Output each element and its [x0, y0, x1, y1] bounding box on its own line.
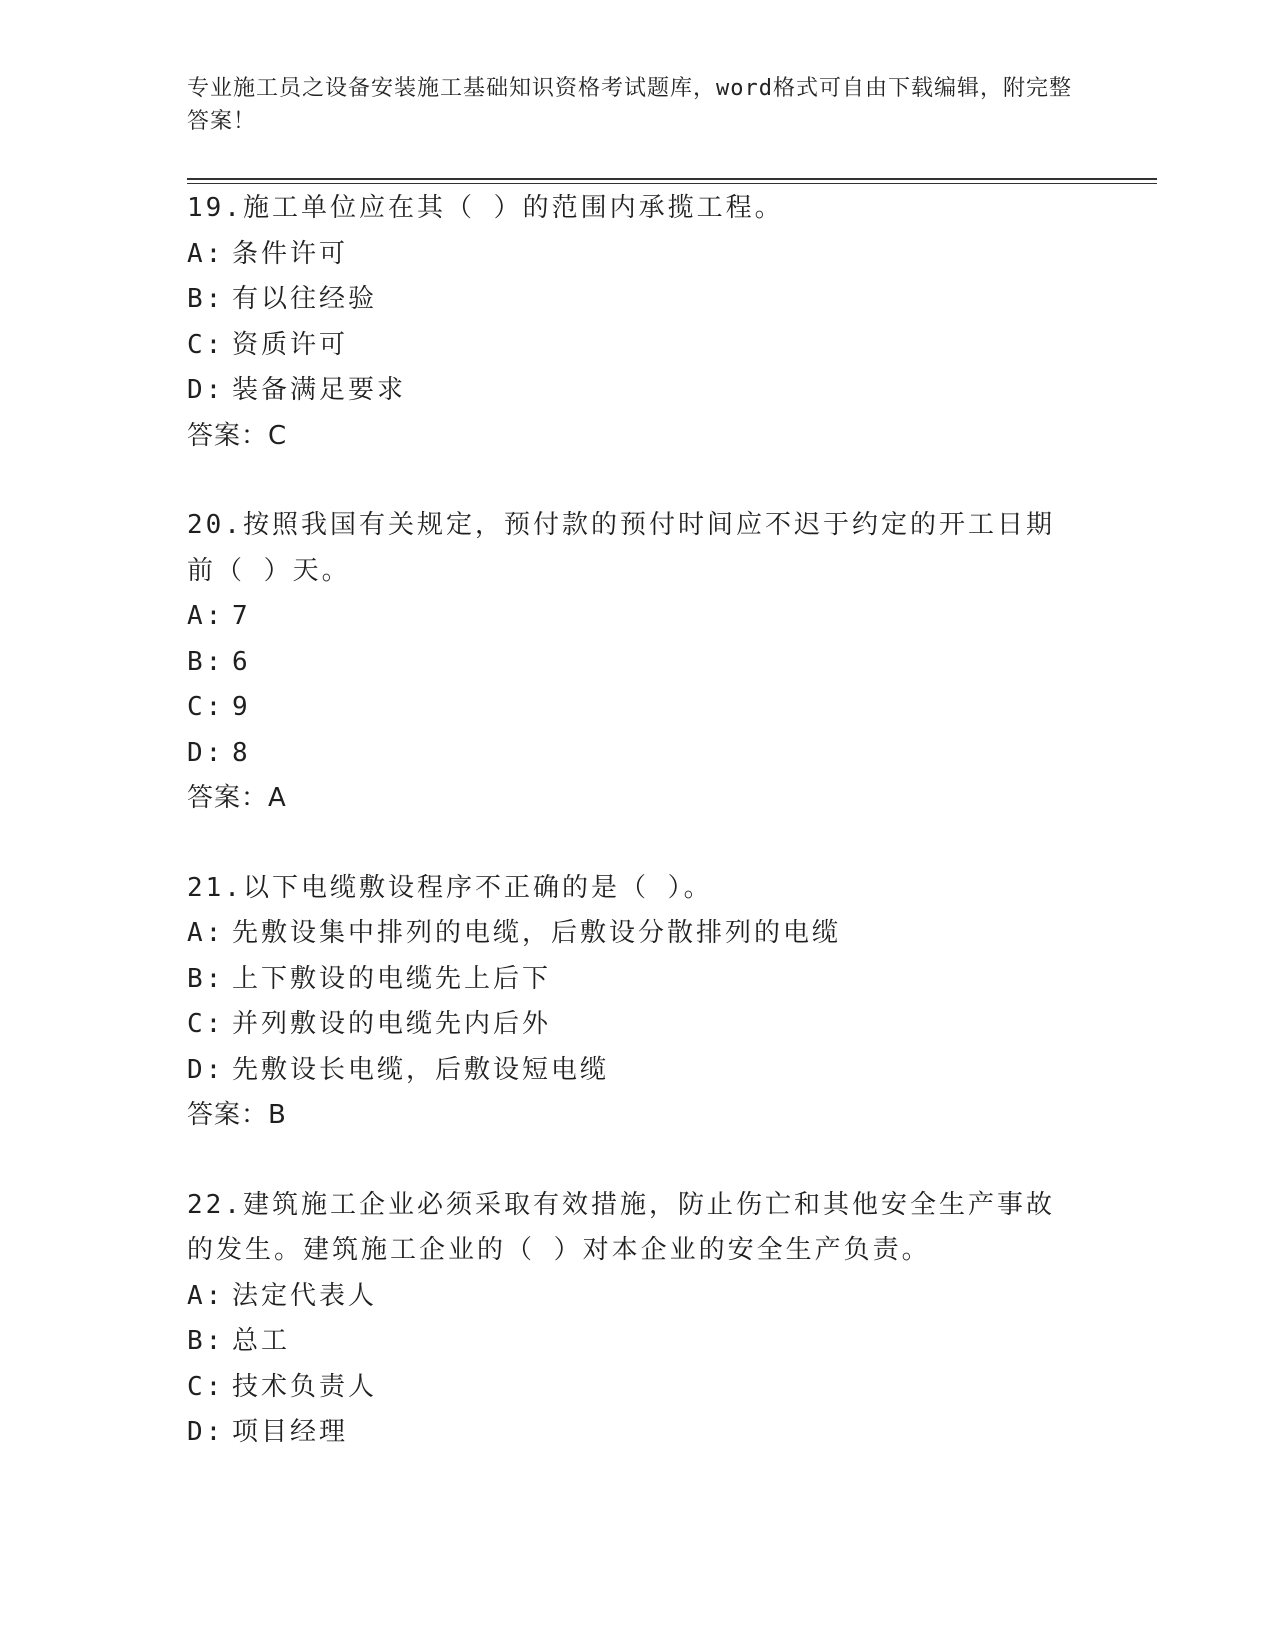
option-label: C:	[187, 692, 225, 722]
option-c	[187, 1002, 1087, 1048]
option-text: 条件许可	[232, 238, 349, 269]
option-text: 总工	[232, 1326, 291, 1356]
option-d	[187, 731, 1087, 777]
option-label: D:	[187, 1054, 225, 1085]
option-a	[187, 232, 1087, 278]
option-text: 9	[232, 692, 251, 722]
option-text: 资质许可	[232, 329, 349, 360]
option-b	[187, 1319, 1087, 1365]
document-header: 专业施工员之设备安装施工基础知识资格考试题库，word格式可自由下载编辑，附完整答案！	[187, 76, 1072, 134]
option-label: D:	[187, 737, 225, 768]
question-text: 21.以下电缆敷设程序不正确的是（ ）。	[187, 872, 713, 903]
option-label: D:	[187, 375, 225, 405]
question-21	[187, 866, 1087, 1139]
option-label: D:	[187, 1417, 225, 1447]
option-text: 技术负责人	[232, 1371, 378, 1402]
option-label: B:	[187, 646, 225, 677]
option-label: C:	[187, 1371, 225, 1402]
option-label: B:	[187, 284, 225, 314]
option-label: A:	[187, 601, 225, 631]
option-text: 上下敷设的电缆先上后下	[232, 963, 552, 994]
question-20	[187, 503, 1087, 822]
header-rule-thick	[187, 178, 1157, 180]
option-text: 项目经理	[232, 1417, 349, 1447]
option-d	[187, 368, 1087, 414]
option-c	[187, 323, 1087, 369]
option-text: 8	[232, 737, 251, 768]
option-d	[187, 1410, 1087, 1456]
question-22	[187, 1183, 1087, 1456]
option-c	[187, 685, 1087, 731]
option-label: C:	[187, 1009, 225, 1039]
option-label: A:	[187, 918, 225, 948]
option-text: 先敷设集中排列的电缆，后敷设分散排列的电缆	[232, 918, 842, 948]
option-b	[187, 957, 1087, 1003]
answer-line: 答案：B	[187, 1100, 287, 1130]
option-label: B:	[187, 1326, 225, 1356]
option-label: A:	[187, 1280, 225, 1311]
question-list	[187, 186, 1087, 1500]
option-text: 6	[232, 646, 251, 677]
option-label: A:	[187, 238, 225, 269]
header-rule-thin	[187, 183, 1157, 184]
option-text: 先敷设长电缆，后敷设短电缆	[232, 1054, 610, 1085]
question-text: 22.建筑施工企业必须采取有效措施，防止伤亡和其他安全生产事故的发生。建筑施工企业的（ ）对本企业的安全生产负责。	[187, 1189, 1055, 1265]
option-label: B:	[187, 963, 225, 994]
option-b	[187, 640, 1087, 686]
option-a	[187, 594, 1087, 640]
option-text: 法定代表人	[232, 1280, 378, 1311]
option-d	[187, 1048, 1087, 1094]
option-b	[187, 277, 1087, 323]
option-label: C:	[187, 329, 225, 360]
option-a	[187, 911, 1087, 957]
question-19	[187, 186, 1087, 459]
option-text: 有以往经验	[232, 284, 378, 314]
question-text: 20.按照我国有关规定，预付款的预付时间应不迟于约定的开工日期前（ ）天。	[187, 510, 1055, 586]
option-text: 并列敷设的电缆先内后外	[232, 1009, 552, 1039]
question-text: 19.施工单位应在其（ ）的范围内承揽工程。	[187, 193, 784, 223]
answer-line: 答案：C	[187, 420, 288, 451]
option-c	[187, 1365, 1087, 1411]
option-a	[187, 1274, 1087, 1320]
option-text: 7	[232, 601, 251, 631]
option-text: 装备满足要求	[232, 375, 407, 405]
answer-line: 答案：A	[187, 783, 287, 813]
